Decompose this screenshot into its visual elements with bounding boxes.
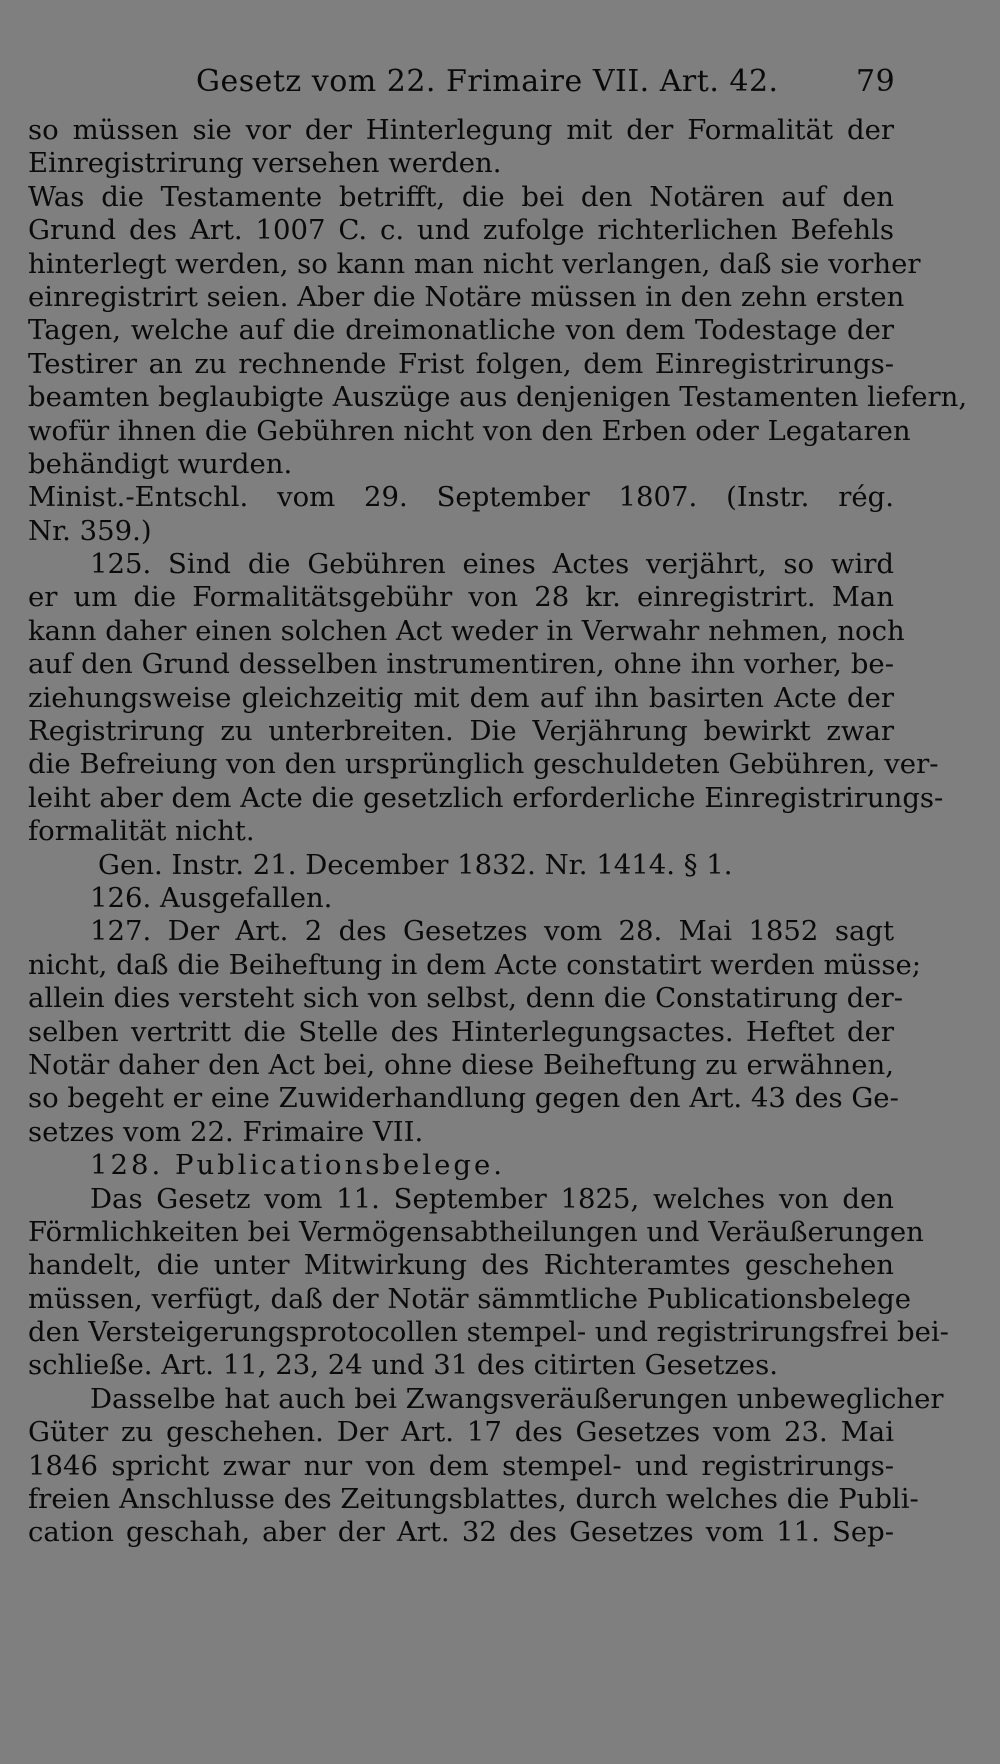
text-line: beamten beglaubigte Auszüge aus denjenigen Testamenten liefern, — [28, 381, 968, 414]
text-line: setzes vom 22. Frimaire VII. — [28, 1115, 424, 1148]
text-line: so müssen sie vor der Hinterlegung mit der Formalität der — [28, 114, 894, 146]
page-header — [28, 64, 894, 114]
text-line: Einregistrirung versehen werden. — [28, 147, 502, 180]
text-line: Registrirung zu unterbreiten. Die Verjährung bewirkt zwar — [28, 715, 894, 748]
text-line: müssen, verfügt, daß der Notär sämmtliche Publicationsbelege — [28, 1282, 911, 1315]
text-line: Nr. 359.) — [28, 514, 152, 547]
text-line: Das Gesetz vom 11. September 1825, welches von den — [90, 1182, 894, 1215]
text-line: so begeht er eine Zuwiderhandlung gegen den Art. 43 des Ge- — [28, 1082, 899, 1115]
text-line: allein dies versteht sich von selbst, denn die Constatirung der- — [28, 982, 904, 1015]
body-text — [28, 114, 968, 1550]
text-line: cation geschah, aber der Art. 32 des Gesetzes vom 11. Sep- — [28, 1516, 894, 1549]
text-line: Testirer an zu rechnende Frist folgen, dem Einregistrirungs- — [28, 347, 894, 380]
text-line: Was die Testamente betrifft, die bei den Notären auf den — [28, 180, 894, 213]
text-line: Minist.-Entschl. vom 29. September 1807. (Instr. rég. — [28, 481, 894, 514]
text-line: einregistrirt seien. Aber die Notäre müssen in den zehn ersten — [28, 280, 905, 313]
text-line: 1846 spricht zwar nur von dem stempel- und registrirungs- — [28, 1449, 894, 1482]
text-line: 126. Ausgefallen. — [90, 881, 333, 914]
text-line: Notär daher den Act bei, ohne diese Beiheftung zu erwähnen, — [28, 1048, 894, 1081]
text-line: behändigt wurden. — [28, 447, 293, 480]
text-line: freien Anschlusse des Zeitungsblattes, durch welches die Publi- — [28, 1483, 919, 1516]
text-line: Dasselbe hat auch bei Zwangsveräußerungen unbeweglicher — [90, 1382, 944, 1415]
text-line: Gen. Instr. 21. December 1832. Nr. 1414. § 1. — [98, 848, 733, 881]
text-line: Tagen, welche auf die dreimonatliche von dem Todestage der — [28, 314, 894, 347]
text-line: selben vertritt die Stelle des Hinterlegungsactes. Heftet der — [28, 1015, 894, 1048]
text-line: Förmlichkeiten bei Vermögensabtheilungen und Veräußerungen — [28, 1215, 924, 1248]
text-line: handelt, die unter Mitwirkung des Richteramtes geschehen — [28, 1249, 894, 1282]
text-line: kann daher einen solchen Act weder in Verwahr nehmen, noch — [28, 614, 905, 647]
text-line: wofür ihnen die Gebühren nicht von den Erben oder Legataren — [28, 414, 911, 447]
text-line: leiht aber dem Acte die gesetzlich erforderliche Einregistrirungs- — [28, 781, 944, 814]
text-line: ziehungsweise gleichzeitig mit dem auf ihn basirten Acte der — [28, 681, 894, 714]
text-line: 128. Publicationsbelege. — [90, 1149, 505, 1182]
text-line: er um die Formalitätsgebühr von 28 kr. einregistrirt. Man — [28, 581, 894, 614]
text-line: die Befreiung von den ursprünglich geschuldeten Gebühren, ver- — [28, 748, 939, 781]
text-line: Grund des Art. 1007 C. c. und zufolge richterlichen Befehls — [28, 214, 894, 247]
text-line: 127. Der Art. 2 des Gesetzes vom 28. Mai 1852 sagt — [90, 915, 894, 948]
text-line: formalität nicht. — [28, 815, 255, 848]
text-line: 125. Sind die Gebühren eines Actes verjährt, so wird — [90, 548, 894, 581]
running-title: Gesetz vom 22. Frimaire VII. Art. 42. — [196, 64, 779, 99]
text-line: hinterlegt werden, so kann man nicht verlangen, daß sie vorher — [28, 247, 921, 280]
text-line: nicht, daß die Beiheftung in dem Acte constatirt werden müsse; — [28, 948, 922, 981]
text-line: Güter zu geschehen. Der Art. 17 des Gesetzes vom 23. Mai — [28, 1416, 894, 1449]
page-number: 79 — [856, 64, 896, 99]
text-line: schließe. Art. 11, 23, 24 und 31 des citirten Gesetzes. — [28, 1349, 778, 1382]
text-line: den Versteigerungsprotocollen stempel- und registrirungsfrei bei- — [28, 1316, 949, 1349]
text-line: auf den Grund desselben instrumentiren, ohne ihn vorher, be- — [28, 648, 894, 681]
